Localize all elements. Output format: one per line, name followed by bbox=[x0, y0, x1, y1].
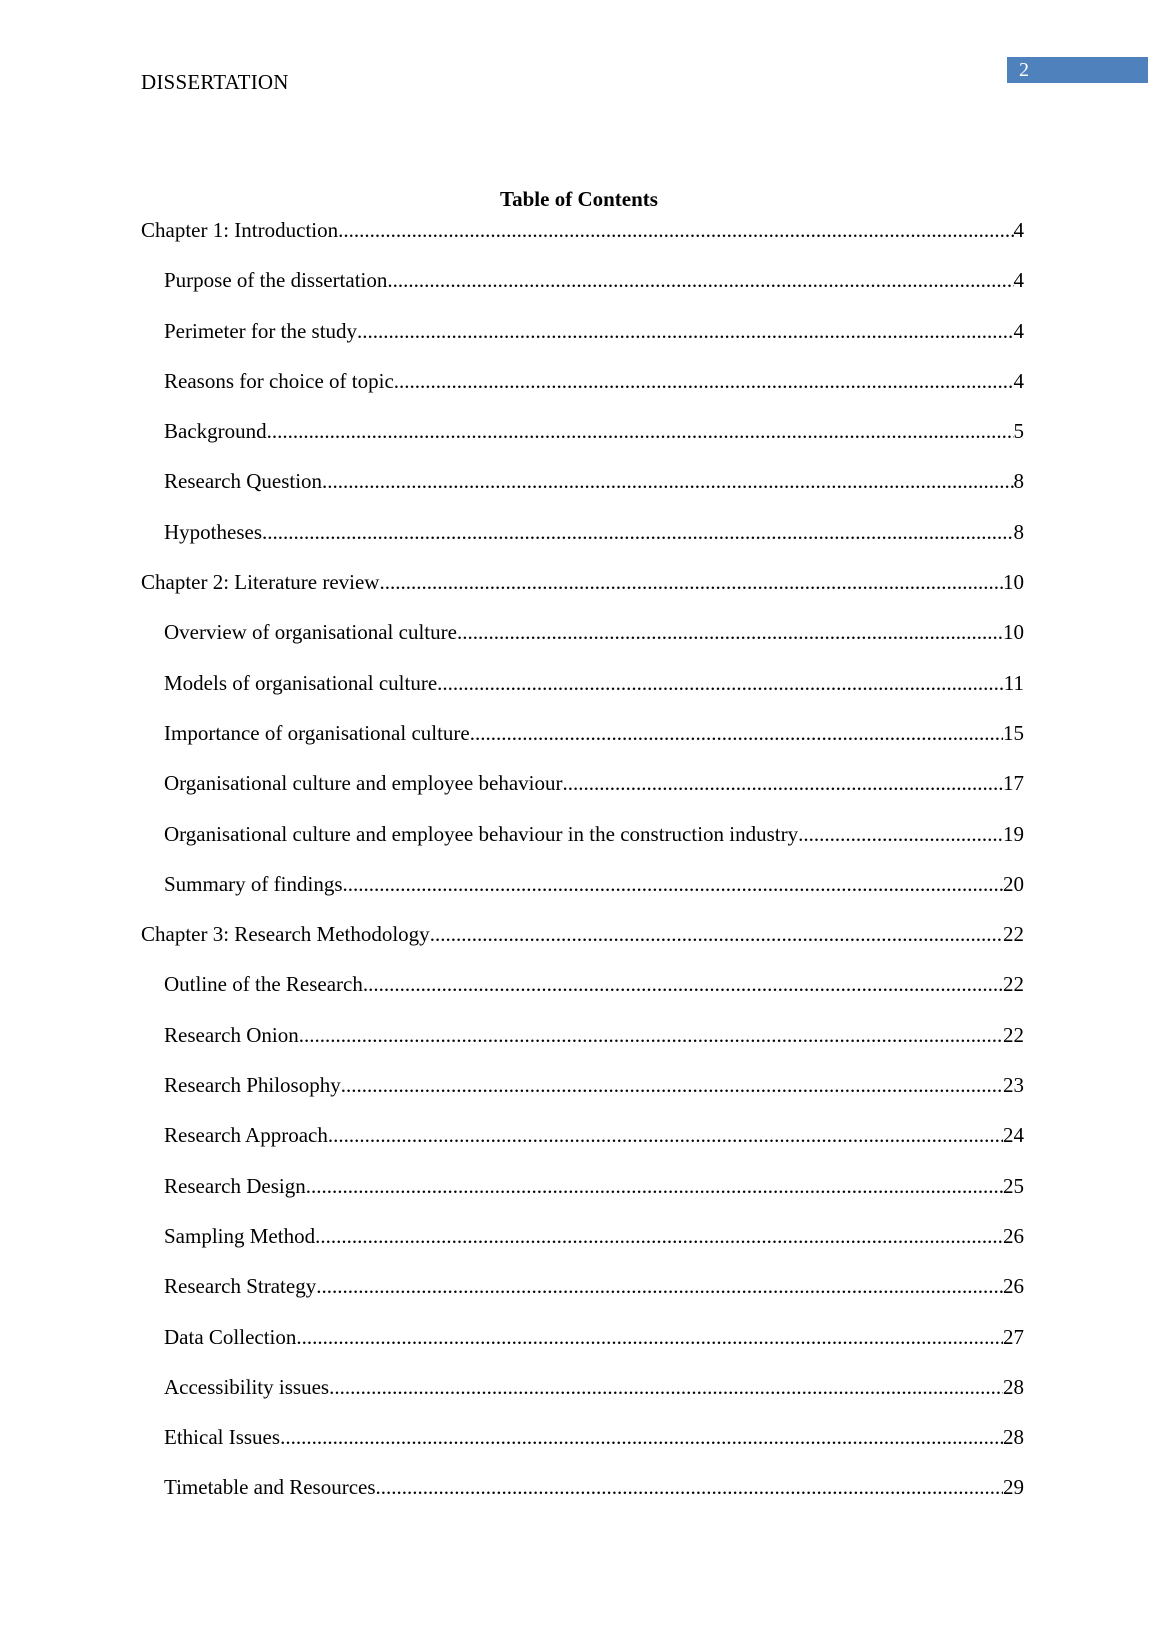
toc-dot-leader bbox=[379, 570, 1003, 595]
toc-entry-models-of-organisational-culture[interactable] bbox=[141, 671, 1024, 721]
toc-entry-importance-of-organisational-culture[interactable] bbox=[141, 721, 1024, 771]
toc-entry-title: Research Onion bbox=[164, 1022, 299, 1047]
toc-entry-title: Importance of organisational culture bbox=[164, 720, 470, 745]
toc-entry-page: 4 bbox=[1013, 268, 1024, 293]
toc-dot-leader bbox=[470, 721, 1003, 746]
toc-entry-title: Data Collection bbox=[164, 1324, 297, 1349]
toc-entry-title: Research Design bbox=[164, 1173, 306, 1198]
toc-dot-leader bbox=[437, 671, 1004, 696]
toc-entry-title: Ethical Issues bbox=[164, 1425, 281, 1450]
toc-entry-page: 8 bbox=[1013, 519, 1024, 544]
toc-entry-chapter-2-literature-review[interactable] bbox=[141, 570, 1024, 620]
toc-entry-accessibility-issues[interactable] bbox=[141, 1375, 1024, 1425]
running-header-title: DISSERTATION bbox=[141, 70, 289, 94]
toc-entry-research-strategy[interactable] bbox=[141, 1274, 1024, 1324]
toc-dot-leader bbox=[262, 520, 1014, 545]
toc-dot-leader bbox=[798, 822, 1003, 847]
toc-dot-leader bbox=[394, 369, 1014, 394]
toc-entry-page: 10 bbox=[1003, 620, 1024, 645]
toc-dot-leader bbox=[315, 1224, 1003, 1249]
toc-entry-title: Chapter 1: Introduction bbox=[141, 218, 339, 242]
toc-entry-page: 24 bbox=[1003, 1123, 1024, 1148]
toc-dot-leader bbox=[267, 419, 1014, 444]
toc-entry-page: 25 bbox=[1003, 1173, 1024, 1198]
toc-dot-leader bbox=[296, 1325, 1003, 1350]
toc-entry-title: Overview of organisational culture bbox=[164, 620, 457, 645]
toc-entry-title: Outline of the Research bbox=[164, 972, 363, 997]
toc-dot-leader bbox=[338, 218, 1013, 243]
toc-entry-chapter-1-introduction[interactable] bbox=[141, 218, 1024, 268]
toc-dot-leader bbox=[430, 922, 1003, 947]
toc-entry-page: 27 bbox=[1003, 1324, 1024, 1349]
toc-entry-title: Research Strategy bbox=[164, 1274, 317, 1299]
toc-entry-page: 28 bbox=[1003, 1374, 1024, 1399]
toc-entry-title: Research Question bbox=[164, 469, 323, 494]
toc-entry-title: Sampling Method bbox=[164, 1223, 316, 1248]
table-of-contents bbox=[141, 218, 1024, 1526]
toc-entry-title: Chapter 2: Literature review bbox=[141, 570, 380, 595]
toc-entry-page: 22 bbox=[1003, 972, 1024, 997]
toc-entry-page: 11 bbox=[1003, 670, 1024, 695]
toc-entry-page: 23 bbox=[1003, 1073, 1024, 1098]
toc-dot-leader bbox=[363, 972, 1003, 997]
toc-entry-page: 22 bbox=[1003, 1022, 1024, 1047]
toc-entry-perimeter-for-the-study[interactable] bbox=[141, 319, 1024, 369]
toc-entry-page: 4 bbox=[1013, 218, 1024, 242]
toc-dot-leader bbox=[343, 872, 1004, 897]
toc-entry-title: Organisational culture and employee behaviour in the construction industry bbox=[164, 821, 799, 846]
toc-entry-title: Models of organisational culture bbox=[164, 670, 438, 695]
toc-entry-page: 26 bbox=[1003, 1223, 1024, 1248]
toc-dot-leader bbox=[328, 1123, 1003, 1148]
toc-dot-leader bbox=[299, 1023, 1003, 1048]
toc-entry-hypotheses[interactable] bbox=[141, 520, 1024, 570]
toc-entry-page: 29 bbox=[1003, 1475, 1024, 1500]
toc-entry-page: 10 bbox=[1003, 570, 1024, 595]
toc-dot-leader bbox=[329, 1375, 1003, 1400]
toc-dot-leader bbox=[376, 1475, 1003, 1500]
toc-entry-outline-of-the-research[interactable] bbox=[141, 972, 1024, 1022]
toc-entry-page: 19 bbox=[1003, 821, 1024, 846]
toc-entry-summary-of-findings[interactable] bbox=[141, 872, 1024, 922]
toc-entry-title: Timetable and Resources bbox=[164, 1475, 376, 1500]
toc-entry-data-collection[interactable] bbox=[141, 1325, 1024, 1375]
toc-dot-leader bbox=[316, 1274, 1003, 1299]
toc-entry-title: Accessibility issues bbox=[164, 1374, 330, 1399]
toc-entry-title: Organisational culture and employee behaviour bbox=[164, 771, 563, 796]
toc-entry-page: 8 bbox=[1013, 469, 1024, 494]
toc-entry-research-approach[interactable] bbox=[141, 1123, 1024, 1173]
toc-entry-culture-behaviour-construction-industry[interactable] bbox=[141, 822, 1024, 872]
toc-entry-title: Reasons for choice of topic bbox=[164, 368, 394, 393]
toc-dot-leader bbox=[562, 771, 1003, 796]
toc-entry-purpose-of-the-dissertation[interactable] bbox=[141, 268, 1024, 318]
toc-entry-background[interactable] bbox=[141, 419, 1024, 469]
toc-entry-ethical-issues[interactable] bbox=[141, 1425, 1024, 1475]
toc-entry-reasons-for-choice-of-topic[interactable] bbox=[141, 369, 1024, 419]
toc-entry-research-philosophy[interactable] bbox=[141, 1073, 1024, 1123]
toc-entry-page: 17 bbox=[1003, 771, 1024, 796]
toc-entry-sampling-method[interactable] bbox=[141, 1224, 1024, 1274]
toc-entry-page: 26 bbox=[1003, 1274, 1024, 1299]
toc-entry-chapter-3-research-methodology[interactable] bbox=[141, 922, 1024, 972]
toc-dot-leader bbox=[280, 1425, 1003, 1450]
toc-entry-research-design[interactable] bbox=[141, 1174, 1024, 1224]
toc-entry-page: 4 bbox=[1013, 368, 1024, 393]
toc-dot-leader bbox=[306, 1174, 1003, 1199]
toc-entry-title: Purpose of the dissertation bbox=[164, 268, 388, 293]
toc-entry-page: 28 bbox=[1003, 1425, 1024, 1450]
toc-dot-leader bbox=[387, 268, 1013, 293]
toc-entry-page: 5 bbox=[1013, 419, 1024, 444]
toc-entry-research-question[interactable] bbox=[141, 469, 1024, 519]
toc-entry-title: Background bbox=[164, 419, 267, 444]
toc-entry-culture-and-employee-behaviour[interactable] bbox=[141, 771, 1024, 821]
toc-entry-page: 22 bbox=[1003, 922, 1024, 947]
toc-entry-title: Research Philosophy bbox=[164, 1073, 341, 1098]
toc-entry-title: Perimeter for the study bbox=[164, 318, 358, 343]
toc-entry-title: Research Approach bbox=[164, 1123, 328, 1148]
toc-entry-research-onion[interactable] bbox=[141, 1023, 1024, 1073]
toc-entry-page: 4 bbox=[1013, 318, 1024, 343]
toc-entry-timetable-and-resources[interactable] bbox=[141, 1475, 1024, 1525]
toc-entry-overview-of-organisational-culture[interactable] bbox=[141, 620, 1024, 670]
toc-entry-title: Hypotheses bbox=[164, 519, 262, 544]
toc-dot-leader bbox=[341, 1073, 1003, 1098]
toc-dot-leader bbox=[322, 469, 1013, 494]
toc-dot-leader bbox=[457, 620, 1003, 645]
toc-entry-page: 20 bbox=[1003, 871, 1024, 896]
toc-entry-page: 15 bbox=[1003, 720, 1024, 745]
toc-heading: Table of Contents bbox=[500, 187, 658, 211]
toc-entry-title: Summary of findings bbox=[164, 871, 343, 896]
toc-dot-leader bbox=[357, 319, 1013, 344]
page-number-badge: 2 bbox=[1007, 57, 1148, 83]
toc-entry-title: Chapter 3: Research Methodology bbox=[141, 922, 430, 947]
